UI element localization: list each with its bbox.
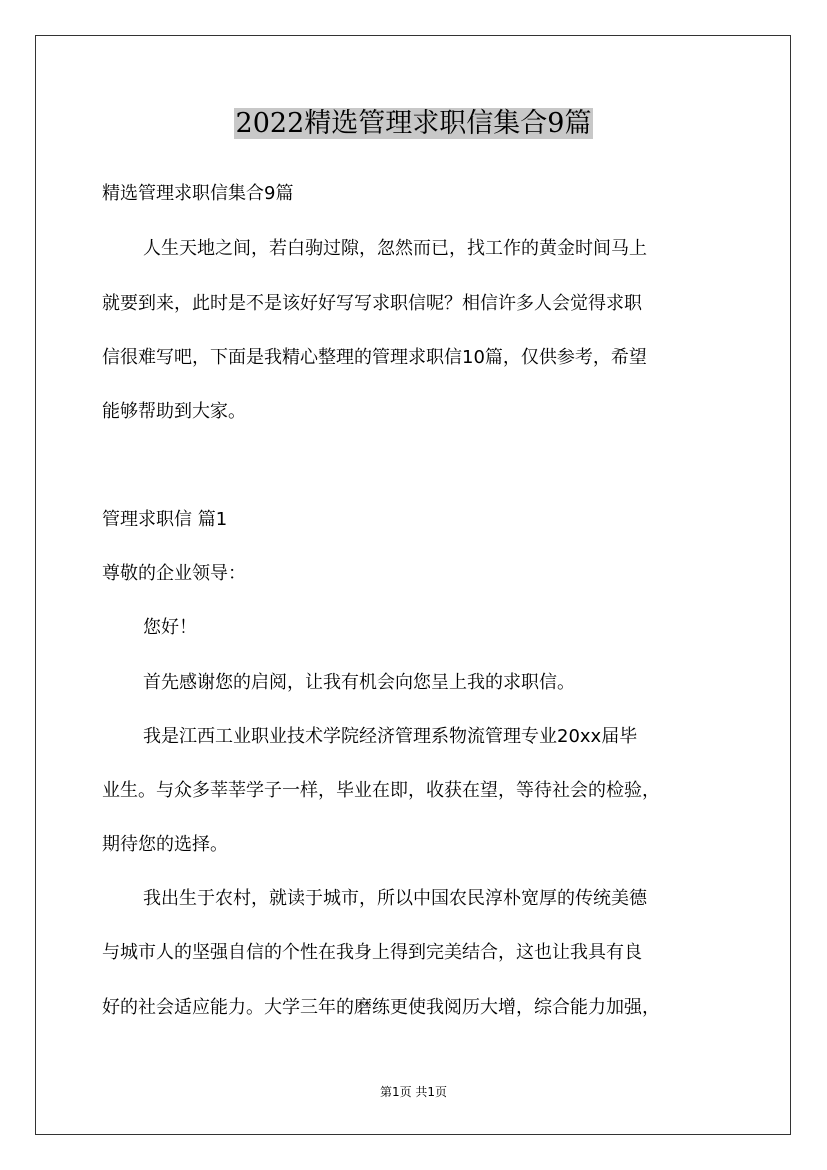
body-line: 好的社会适应能力。大学三年的磨练更使我阅历大增，综合能力加强， [102, 997, 660, 1018]
body-line: 期待您的选择。 [102, 834, 228, 855]
body-line: 我出生于农村，就读于城市，所以中国农民淳朴宽厚的传统美德 [143, 888, 647, 909]
document-title [0, 104, 827, 144]
page-footer: 第1页 共1页 [379, 1085, 448, 1099]
intro-line: 人生天地之间，若白驹过隙，忽然而已，找工作的黄金时间马上 [143, 238, 647, 259]
salutation: 尊敬的企业领导： [102, 563, 246, 584]
body-line: 首先感谢您的启阅，让我有机会向您呈上我的求职信。 [143, 672, 575, 693]
intro-line: 能够帮助到大家。 [102, 401, 246, 422]
intro-line: 就要到来，此时是不是该好好写写求职信呢？相信许多人会觉得求职 [102, 293, 642, 314]
body-line: 我是江西工业职业技术学院经济管理系物流管理专业20xx届毕 [143, 726, 638, 747]
intro-line: 信很难写吧，下面是我精心整理的管理求职信10篇，仅供参考，希望 [102, 347, 647, 368]
body-line: 与城市人的坚强自信的个性在我身上得到完美结合，这也让我具有良 [102, 942, 642, 963]
document-title-text: 2022精选管理求职信集合9篇 [235, 108, 592, 139]
section-heading: 管理求职信 篇1 [102, 509, 228, 530]
body-line: 业生。与众多莘莘学子一样，毕业在即，收获在望，等待社会的检验， [102, 780, 660, 801]
document-subtitle: 精选管理求职信集合9篇 [102, 183, 294, 204]
greeting: 您好！ [143, 617, 197, 638]
